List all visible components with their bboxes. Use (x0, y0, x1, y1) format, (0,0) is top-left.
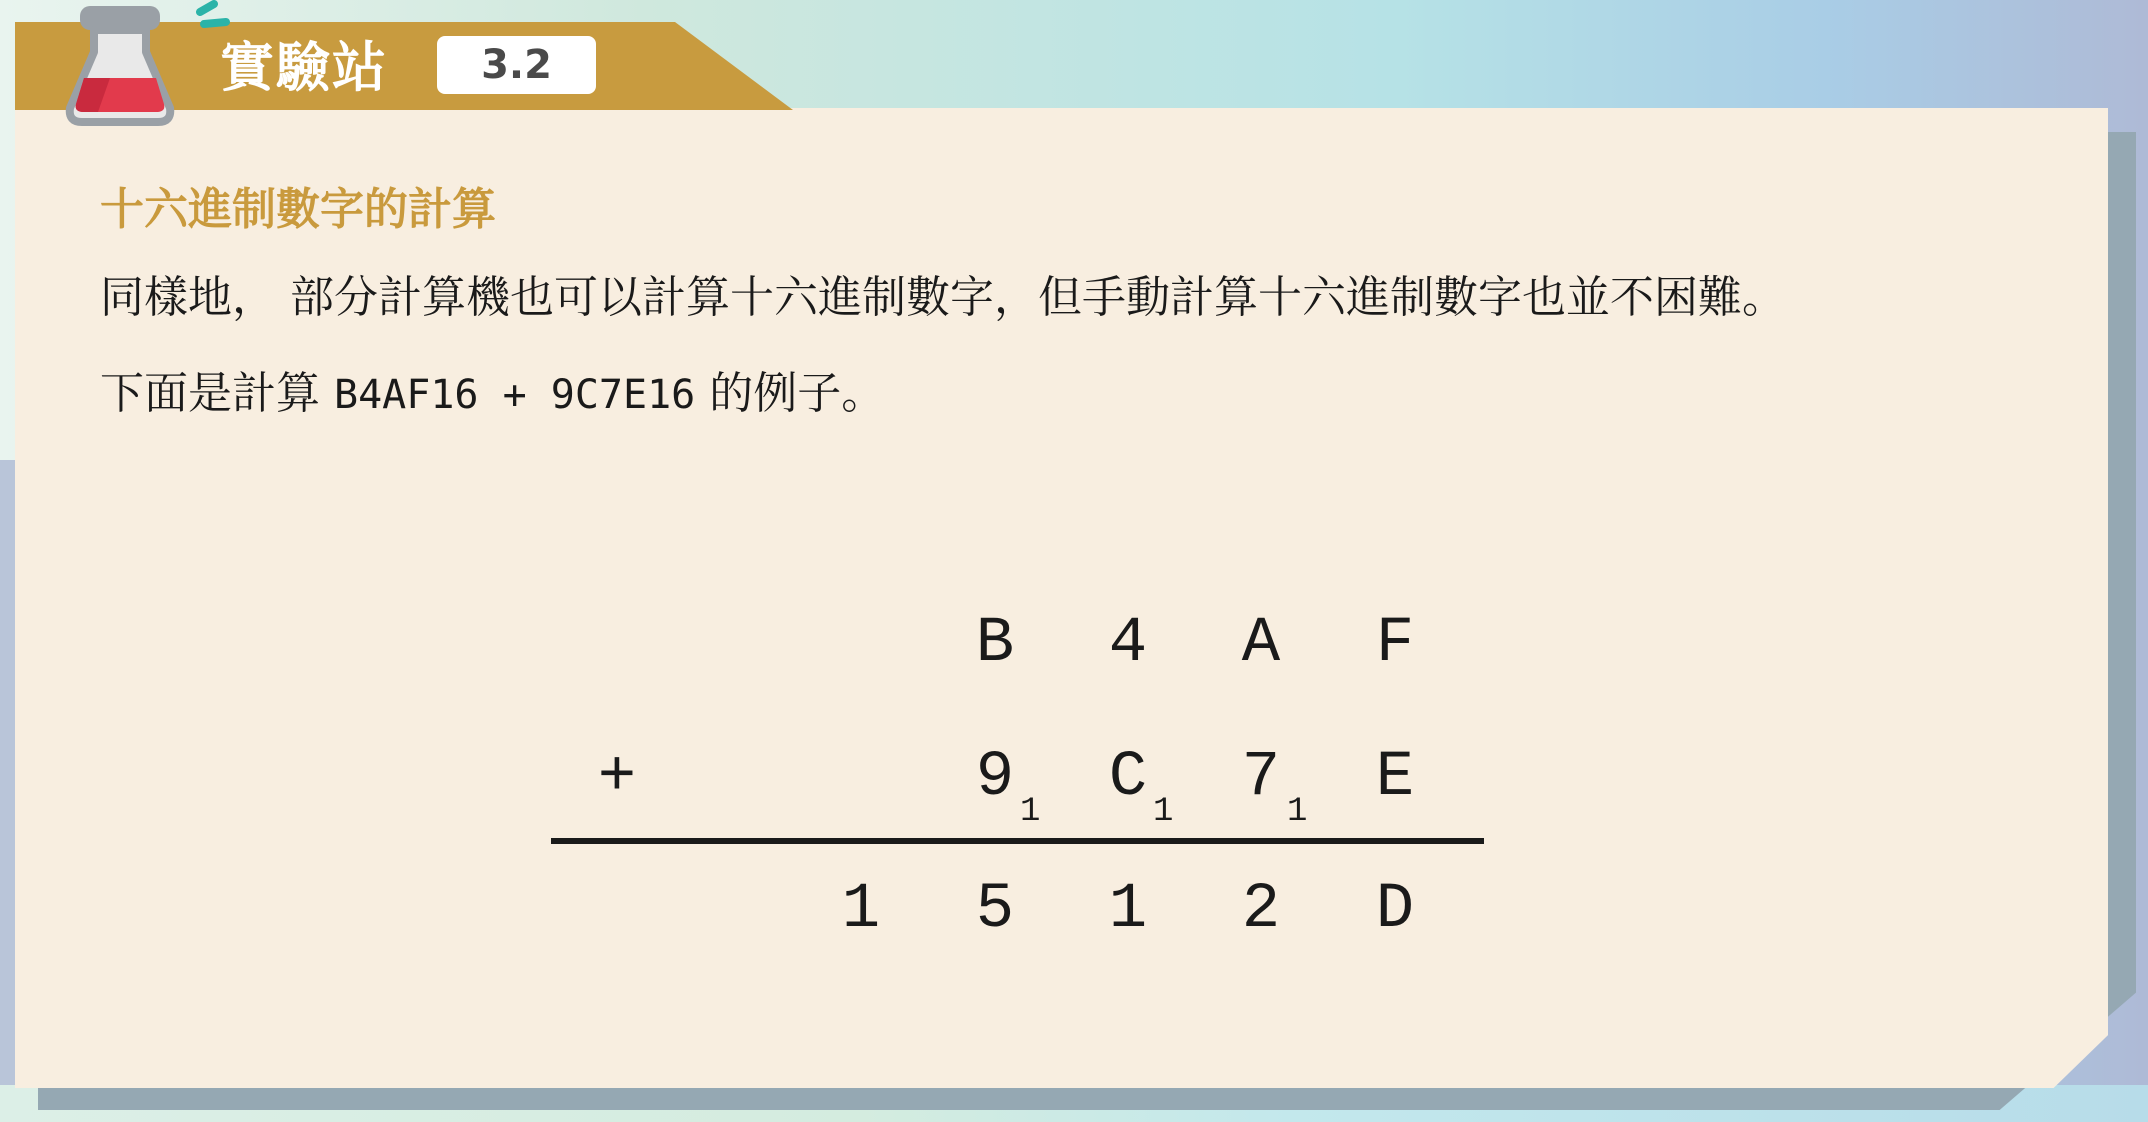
result-digit: 1 (841, 874, 881, 946)
section-heading: 十六進制數字的計算 (100, 184, 496, 235)
result-digit: 2 (1241, 874, 1281, 946)
result-digit: 5 (975, 874, 1015, 946)
carry-digit: 1 (1020, 793, 1041, 831)
sum-line (551, 838, 1484, 844)
addend1-digit: 4 (1108, 608, 1148, 680)
addend1-digit: B (975, 608, 1015, 680)
banner-title: 實驗站 (220, 36, 388, 99)
result-digit: D (1375, 874, 1415, 946)
section-badge: 3.2 (437, 36, 596, 94)
example-expression: B4AF16 + 9C7E16 (334, 372, 696, 418)
addend2-digit: 7 (1241, 742, 1281, 814)
carry-digit: 1 (1287, 793, 1308, 831)
plus-operator: + (597, 742, 637, 814)
addend2-digit: E (1375, 742, 1415, 814)
paragraph-example (100, 364, 885, 425)
result-digit: 1 (1108, 874, 1148, 946)
paragraph-intro: 同樣地， 部分計算機也可以計算十六進制數字，但手動計算十六進制數字也並不困難。 (100, 272, 1786, 323)
addend1-digit: F (1375, 608, 1415, 680)
example-suffix: 的例子。 (709, 368, 886, 419)
flask-icon (50, 0, 240, 130)
background-strip (0, 460, 16, 1122)
addend2-digit: C (1108, 742, 1148, 814)
content-card (15, 108, 2108, 1088)
carry-digit: 1 (1153, 793, 1174, 831)
example-prefix: 下面是計算 (100, 368, 320, 419)
addend2-digit: 9 (975, 742, 1015, 814)
addend1-digit: A (1241, 608, 1281, 680)
